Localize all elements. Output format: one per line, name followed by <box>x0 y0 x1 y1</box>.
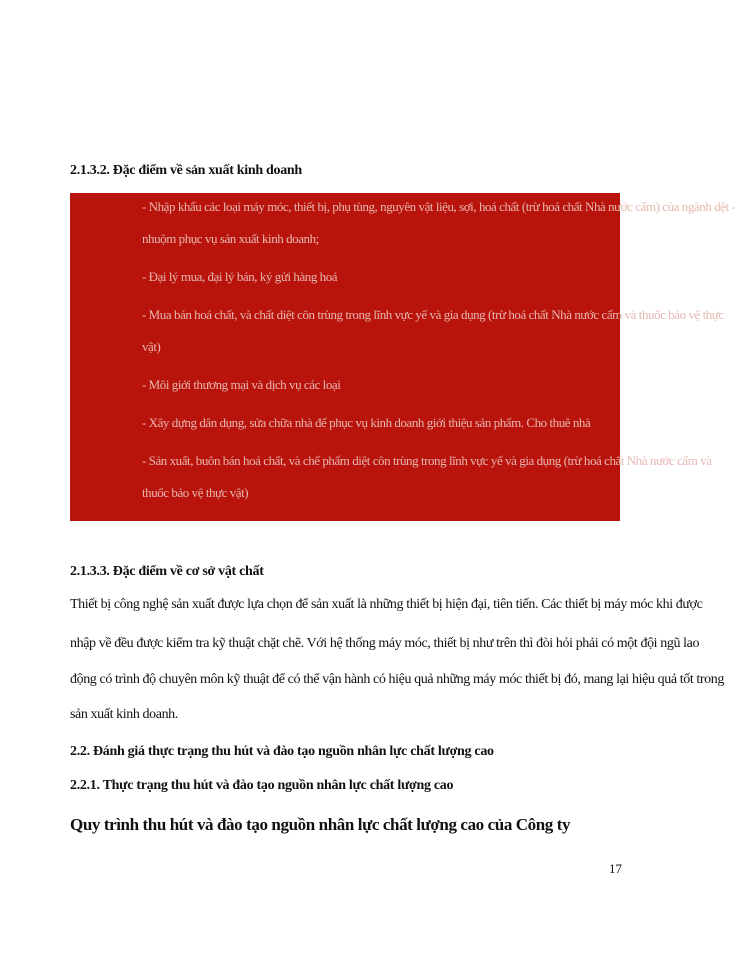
section-heading-2132: 2.1.3.2. Đặc điểm về sản xuất kinh doanh <box>70 163 302 178</box>
list-item: - Sản xuất, buôn bán hoá chất, và chế phẩm diệt côn trùng trong lĩnh vực yế và gia dụng (trừ hoá chất Nhà nước cấm và <box>142 453 712 468</box>
paragraph-line: Thiết bị công nghệ sản xuất được lựa chọn để sản xuất là những thiết bị hiện đại, tiên tiến. Các thiết bị máy móc khi được <box>70 597 703 612</box>
paragraph-line: động có trình độ chuyên môn kỹ thuật để có thể vận hành có hiệu quả những máy móc thiết bị đó, mang lại hiệu quả tốt trong <box>70 672 724 687</box>
list-item: vật) <box>142 339 161 354</box>
highlighted-business-list <box>70 193 735 521</box>
list-item: - Mua bán hoá chất, và chất diệt côn trùng trong lĩnh vực yế và gia dụng (trừ hoá chất Nhà nước cấm và thuốc bảo vệ thực <box>142 307 724 322</box>
list-item: - Xây dựng dân dụng, sửa chữa nhà để phục vụ kinh doanh giới thiệu sản phẩm. Cho thuê nhà <box>142 415 591 430</box>
list-item: - Đại lý mua, đại lý bán, ký gửi hàng hoá <box>142 269 338 284</box>
section-heading-221: 2.2.1. Thực trạng thu hút và đào tạo nguồn nhân lực chất lượng cao <box>70 778 454 793</box>
list-item: - Nhập khẩu các loại máy móc, thiết bị, phụ tùng, nguyên vật liệu, sợi, hoá chất (trừ hoá chất Nhà nước cấm) của ngành dệt - <box>142 199 735 214</box>
paragraph-line: nhập về đều được kiểm tra kỹ thuật chặt chẽ. Với hệ thống máy móc, thiết bị như trên thì đòi hỏi phải có một đội ngũ lao <box>70 636 700 651</box>
page-number: 17 <box>609 861 622 876</box>
list-item: nhuộm phục vụ sản xuất kinh doanh; <box>142 231 319 246</box>
process-heading: Quy trình thu hút và đào tạo nguồn nhân lực chất lượng cao của Công ty <box>70 815 571 834</box>
paragraph-line: sản xuất kinh doanh. <box>70 707 178 722</box>
section-heading-22: 2.2. Đánh giá thực trạng thu hút và đào tạo nguồn nhân lực chất lượng cao <box>70 744 494 759</box>
list-item: thuốc bảo vệ thực vật) <box>142 485 249 500</box>
list-item: - Môi giới thương mại và dịch vụ các loại <box>142 377 341 392</box>
section-heading-2133: 2.1.3.3. Đặc điểm về cơ sở vật chất <box>70 564 264 579</box>
